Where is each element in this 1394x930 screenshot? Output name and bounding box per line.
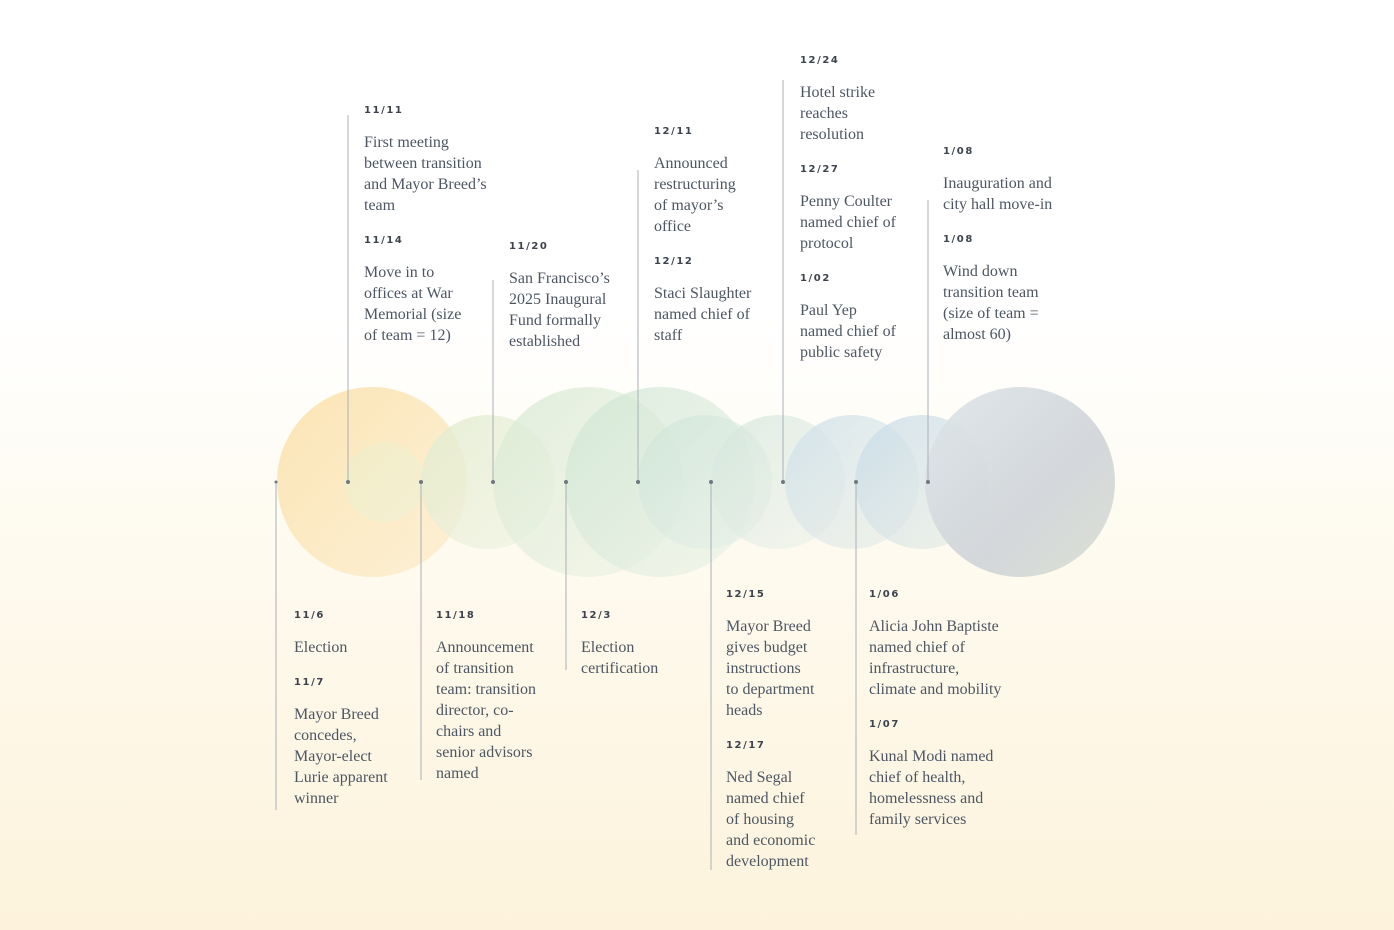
event-column: [654, 125, 794, 364]
event-date: 12/17: [726, 740, 766, 751]
event-date: 1/08: [943, 146, 974, 157]
event-date: 11/14: [364, 235, 404, 246]
timeline-dot: [781, 480, 785, 484]
event-date: 12/12: [654, 256, 694, 267]
event-date: 12/27: [800, 164, 840, 175]
event-text: Wind down transition team (size of team = almost 60): [943, 263, 1039, 343]
event-text: Announced restructuring of mayor’s office: [654, 155, 736, 235]
event-column: [294, 609, 434, 827]
timeline-dot: [419, 480, 423, 484]
timeline-dot: [636, 480, 640, 484]
event-circle: [344, 442, 424, 522]
event-text: Election certification: [581, 639, 659, 677]
event-date: 12/15: [726, 589, 766, 600]
event-text: Penny Coulter named chief of protocol: [800, 193, 896, 252]
timeline-dot: [709, 480, 713, 484]
event-text: Mayor Breed gives budget instructions to department heads: [726, 618, 815, 719]
event-text: Staci Slaughter named chief of staff: [654, 285, 752, 344]
event-text: Move in to offices at War Memorial (size of team = 12): [364, 264, 462, 344]
event-text: San Francisco’s 2025 Inaugural Fund formally established: [509, 270, 610, 350]
event-column: [726, 588, 866, 890]
timeline-dot: [275, 481, 278, 484]
event-date: 11/20: [509, 241, 549, 252]
event-column: [364, 104, 504, 364]
event-date: 12/11: [654, 126, 694, 137]
event-date: 11/11: [364, 105, 404, 116]
event-column: [800, 54, 940, 381]
event-text: Alicia John Baptiste named chief of infrastructure, climate and mobility: [869, 618, 1002, 698]
event-text: Kunal Modi named chief of health, homelessness and family services: [869, 748, 994, 828]
event-column: [581, 609, 721, 697]
event-date: 1/08: [943, 234, 974, 245]
event-text: Mayor Breed concedes, Mayor-elect Lurie apparent winner: [294, 706, 388, 807]
event-text: Announcement of transition team: transition director, co- chairs and senior advisors named: [436, 639, 536, 782]
timeline-dot: [491, 480, 495, 484]
event-date: 1/07: [869, 719, 900, 730]
event-text: Election: [294, 639, 348, 656]
event-column: [509, 240, 649, 370]
event-column: [436, 609, 576, 802]
event-text: Ned Segal named chief of housing and economic development: [726, 769, 816, 870]
event-text: Paul Yep named chief of public safety: [800, 302, 896, 361]
event-date: 12/24: [800, 55, 840, 66]
event-date: 11/6: [294, 610, 325, 621]
event-text: First meeting between transition and Mayor Breed’s team: [364, 134, 487, 214]
event-circle: [925, 387, 1115, 577]
timeline-dot: [564, 480, 568, 484]
timeline-dot: [926, 480, 930, 484]
event-text: Inauguration and city hall move-in: [943, 175, 1053, 213]
timeline-dot: [854, 480, 858, 484]
event-column: [869, 588, 1029, 848]
event-column: [943, 145, 1093, 363]
event-date: 1/06: [869, 589, 900, 600]
event-date: 12/3: [581, 610, 612, 621]
event-date: 1/02: [800, 273, 831, 284]
event-date: 11/7: [294, 677, 325, 688]
event-date: 11/18: [436, 610, 476, 621]
event-text: Hotel strike reaches resolution: [800, 84, 876, 143]
timeline-dot: [346, 480, 350, 484]
